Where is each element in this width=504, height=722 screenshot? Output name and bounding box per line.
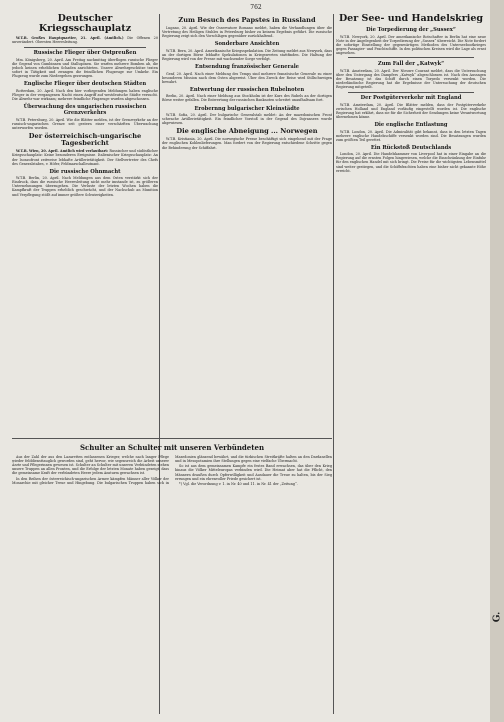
norway-text: W.T.B. Kristiania, 20. April. Die norwegische Presse beschäftigt sich eingehend mit der Frage der englischen Kohlenlieferungen. Man fordert von der Regierung entschiedene Schritte gegen die Behinderung der Schiffahrt. [162, 137, 332, 150]
feature-title: Schulter an Schulter mit unseren Verbündeten [79, 444, 265, 452]
article3-text: W.T.B. Petersburg, 20. April. Wie die Blätter melden, ist der Grenzverkehr an der russisch-ungarischen Grenze seit gestern einer verschärften Überwachung unterworfen worden. [12, 117, 158, 130]
feature-paragraph: So ist aus dem gemeinsamen Kampfe ein festes Band erwachsen, das über den Krieg hinaus die Völker Mitteleuropas verbinden wird. Die Heimat aber hat die Pflicht, den Männern draußen durch Opferwilligkeit und Ausdauer die Treue zu halten, bis der Sieg errungen und ein ehrenvoller Friede gesichert ist. [175, 464, 332, 481]
headline-french-generals: Entsendung französischer Generale [195, 64, 299, 71]
article1-text: Mm. Königsberg, 20. April. Am Freitag nachmittag überflogen russische Flieger die Gegend von Gumbinnen und Stallupönen. Sie warfen mehrere Bomben ab, die jedoch keinen erheblichen Schaden anrichteten. Unsere Abwehrgeschütze traten sofort in Tätigkeit und zwangen die feindlichen Flugzeuge zur Umkehr. Ein Flugzeug wurde zum Niedergehen gezwungen. [12, 57, 158, 79]
separator [348, 92, 474, 93]
feature-article [12, 444, 332, 712]
germany-text: London, 20. April. Die Handelskammer von Liverpool hat in einer Eingabe an die Regierung auf die ernsten Folgen hingewiesen, welche die Einschränkung der Einfuhr für den englischen Handel mit sich bringt. Die Preise für die wichtigsten Lebensmittel sind weiter gestiegen, und die Schiffsfrachten haben eine bisher nicht gekannte Höhe erreicht. [336, 152, 486, 173]
article2-text: Rotterdam, 20. April. Nach den hier vorliegenden Meldungen haben englische Flieger in der vergangenen Nacht einen Angriff auf westdeutsche Städte versucht. Die Abwehr war wirksam; mehrere feindliche Flugzeuge wurden abgeschossen. [12, 88, 158, 101]
headline-sussex: Die Torpedierung der „Sussex“ [366, 27, 456, 33]
bulgaria-text: W.T.B. Sofia, 20. April. Der bulgarische Generalstab meldet: An der mazedonischen Front schwache Artillerietätigkeit. Ein feindlicher Vorstoß in der Gegend des Dojransees wurde abgewiesen. [162, 113, 332, 126]
sussex-text: W.T.B. Newyork, 20. April. Der amerikanische Botschafter in Berlin hat eine neue Note in der Angelegenheit der Torpedierung der „Sussex“ überreicht. Die Note fordert die sofortige Einstellung der gegenwärtigen Methoden des Unterseebootkrieges gegen Passagier- und Frachtschiffe. In den politischen Kreisen wird die Lage als ernst angesehen. [336, 34, 486, 55]
article4-dateline: W.T.B. Wien, 20. April. Amtlich wird verlautbart: [16, 149, 109, 154]
feature-paragraph: In den Reihen der österreichisch-ungarischen Armee kämpfen Männer aller Völker der Monarchie mit gleicher Treue und Hingebung. Die bulgarischen Truppen haben sich in Mazedonien glänzend bewährt, und die türkischen Streitkräfte halten an den Dardanellen und in Mesopotamien ihre Stellungen gegen eine vielfache Übermacht. [12, 455, 332, 485]
pope-russia-text: Lugano, 20. April. Wie der Osservatore Romano meldet, haben die Verhandlungen über die Vertretung des Heiligen Stuhles in Petersburg bisher zu keinem Ergebnis geführt. Die russische Regierung zeigt sich den Vorschlägen gegenüber zurückhaltend. [162, 26, 332, 39]
headline-germany: Ein Rückstoß Deutschlands [370, 144, 452, 151]
strange-views-text: W.T.B. Bern, 20. April. Amerikanische Kriegsspekulation. Die Zeitung meldet aus Newyork, dass an der dortigen Börse lebhafte Spekulationen in Kriegswerten stattfinden. Die Haltung der Regierung wird von der Presse mit wachsender Sorge verfolgt. [162, 48, 332, 61]
headline-article1: Russische Flieger über Ostpreußen [33, 50, 137, 57]
column-sea-trade [336, 14, 486, 714]
column-politics [162, 14, 332, 354]
headline-article5: Die russische Ohnmacht [49, 168, 121, 175]
headline-article3: Überwachung des ungarischen russischen Grenzverkehrs [23, 104, 147, 117]
headline-norway: Die englische Abneigung ... Norwegen [176, 127, 318, 136]
section-title-war-front: Deutscher Kriegsschauplatz [38, 14, 132, 34]
section-title-sea-trade: Der See- und Handelskrieg [338, 14, 484, 24]
feature-body [12, 455, 332, 705]
separator [348, 57, 474, 58]
headline-bulgaria: Erobernng bulgarischer Kleinstädte [194, 105, 300, 112]
headline-article4: Der österreichisch-ungarische Tagesbericht [28, 131, 142, 148]
headline-post: Der Postgüterverkehr mit England [360, 95, 462, 102]
edge-stamp: G. [491, 611, 502, 623]
feature-footnote: *) Vgl. die Verordnung v. 1. in Nr. 40 und 11. in Nr. 41 der „Zeitung“. [179, 481, 298, 486]
headline-pope-russia: Zum Besuch des Papstes in Russland [178, 16, 316, 24]
page-number: 762 [250, 4, 262, 11]
feature-paragraph: Aus der Zahl der aus den Lazaretten entlassenen Krieger, welche nach langer Pflege wieder felddiensttauglich geworden sind, geht hervor, wie segensreich die Arbeit unserer Ärzte und Pflegerinnen gewesen ist. Schulter an Schulter mit unseren Verbündeten stehen unsere Truppen an allen Fronten, und die Erfolge der letzten Monate haben gezeigt, dass die gemeinsame Kraft der verbündeten Heere jedem Ansturm gewachsen ist. [12, 455, 169, 476]
headline-rubel: Entwertung der russischen Rubelnoten [189, 86, 305, 93]
report-dateline: W.T.B. Großes Hauptquartier, 21. April. (Amtlich.) [16, 36, 124, 40]
article5-text: W.T.B. Berlin, 20. April. Nach Meldungen aus dem Osten verstärkt sich der Eindruck, dass die russische Heeresleitung nicht mehr imstande ist, zu größeren Unternehmungen überzugehen. Die Verluste der letzten Wochen haben die Kampfkraft der Truppen erheblich geschwächt, und der Nachschub an Munition und Verpflegung stößt auf immer größere Schwierigkeiten. [12, 176, 158, 197]
headline-strange-views: Sonderbare Ansichten [214, 41, 280, 48]
headline-england-relief: Die englische Entlastung [374, 122, 448, 128]
england-relief-text: W.T.B. London, 20. April. Die Admiralität gibt bekannt, dass in den letzten Tagen mehrere englische Handelsschiffe versenkt worden sind. Die Besatzungen wurden zum größten Teil gerettet. [336, 129, 486, 142]
column-rule [333, 14, 334, 714]
column-war-front [12, 14, 158, 434]
rubel-text: Berlin, 20. April. Nach einer Meldung aus Stockholm ist der Kurs des Rubels an der dortigen Börse weiter gefallen. Die Entwertung der russischen Banknoten schreitet unaufhaltsam fort. [162, 94, 332, 103]
separator [24, 47, 146, 48]
katwyk-text: W.T.B. Amsterdam, 20. April. Der Nieuwe Courant meldet, dass die Untersuchung über den Untergang des Dampfers „Katwyk“ abgeschlossen ist. Nach den Aussagen der Besatzung ist das Schiff durch einen Torpedo versenkt worden. Die niederländische Regierung hat die Ergebnisse der Untersuchung der deutschen Regierung mitgeteilt. [336, 68, 486, 89]
headline-katwyk: Zum Fall der „Katwyk“ [377, 61, 445, 68]
report-text: Die Offenen 20 unverändert. Obersten Heeresleitung. [12, 36, 158, 45]
feature-rule [12, 438, 332, 439]
article4-text: Russischer und südöstlicher Kriegsschauplatz: Keine besonderen Ereignisse. Italienischer Kriegsschauplatz: An der Isonzofront zeitweise lebhafte Artillerietätigkeit. Der Stellvertreter des Chefs des Generalstabes, v. Höfer, Feldmarschalleutnant. [12, 149, 158, 166]
post-text: W.T.B. Amsterdam, 20. April. Die Blätter melden, dass der Postgüterverkehr zwischen Holland und England vorläufig eingestellt worden ist. Die englische Regierung hat erklärt, dass sie für die Sicherheit der Sendungen keine Verantwortung übernehmen könne. [336, 102, 486, 119]
headline-article2: Englische Flieger über deutschen Städten [23, 81, 147, 88]
french-generals-text: Genf, 20. April. Nach einer Meldung des Temps sind mehrere französische Generale zu einer besonderen Mission nach dem Osten abgereist. Über den Zweck der Reise wird Stillschweigen bewahrt. [162, 71, 332, 84]
